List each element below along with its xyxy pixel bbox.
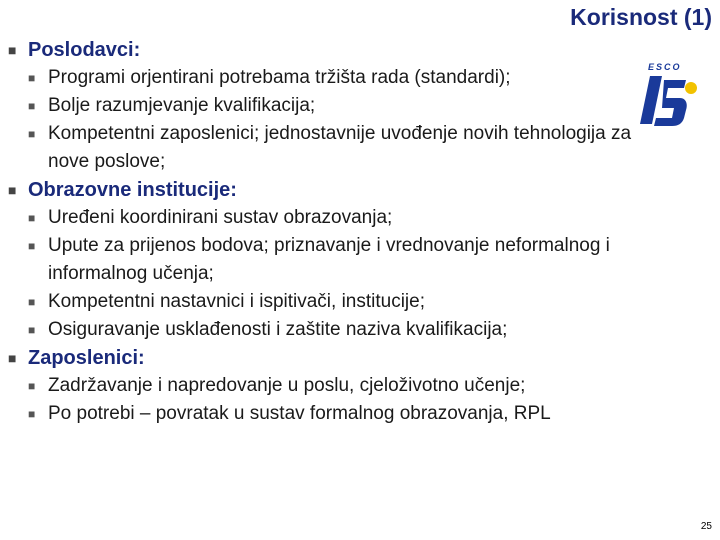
list-item: ■ Osiguravanje usklađenosti i zaštite naziva kvalifikacija; bbox=[28, 316, 708, 344]
section-label: Poslodavci: bbox=[28, 39, 141, 61]
square-bullet-icon: ■ bbox=[28, 379, 36, 393]
square-bullet-icon: ■ bbox=[28, 99, 36, 113]
logo-text: ESCO bbox=[648, 62, 682, 72]
list-item: ■ Uređeni koordinirani sustav obrazovanja; bbox=[28, 204, 708, 232]
section-label: Obrazovne institucije: bbox=[28, 179, 237, 201]
list-item: ■ Kompetentni zaposlenici; jednostavnije uvođenje novih tehnologija za nove poslove; bbox=[28, 120, 638, 176]
square-bullet-icon: ■ bbox=[8, 42, 17, 58]
square-bullet-icon: ■ bbox=[28, 211, 36, 225]
square-bullet-icon: ■ bbox=[28, 295, 36, 309]
square-bullet-icon: ■ bbox=[28, 127, 36, 141]
square-bullet-icon: ■ bbox=[8, 350, 17, 366]
square-bullet-icon: ■ bbox=[28, 323, 36, 337]
list-item: ■ Programi orjentirani potrebama tržišta rada (standardi); bbox=[28, 64, 708, 92]
square-bullet-icon: ■ bbox=[28, 239, 36, 253]
slide-title: Korisnost (1) bbox=[570, 4, 712, 30]
square-bullet-icon: ■ bbox=[28, 407, 36, 421]
list-item: ■ Po potrebi – povratak u sustav formalnog obrazovanja, RPL bbox=[28, 400, 708, 428]
section-employers bbox=[8, 36, 708, 176]
list-item: ■ Bolje razumjevanje kvalifikacija; bbox=[28, 92, 708, 120]
list-item: ■ Zadržavanje i napredovanje u poslu, cjeloživotno učenje; bbox=[28, 372, 708, 400]
list-item: ■ Kompetentni nastavnici i ispitivači, institucije; bbox=[28, 288, 708, 316]
section-label: Zaposlenici: bbox=[28, 347, 145, 369]
square-bullet-icon: ■ bbox=[8, 182, 17, 198]
page-number: 25 bbox=[700, 521, 712, 532]
bullet-content bbox=[8, 36, 708, 428]
square-bullet-icon: ■ bbox=[28, 71, 36, 85]
list-item: ■ Upute za prijenos bodova; priznavanje i vrednovanje neformalnog i informalnog učenja; bbox=[28, 232, 628, 288]
section-employees bbox=[8, 344, 708, 428]
section-institutions bbox=[8, 176, 708, 344]
